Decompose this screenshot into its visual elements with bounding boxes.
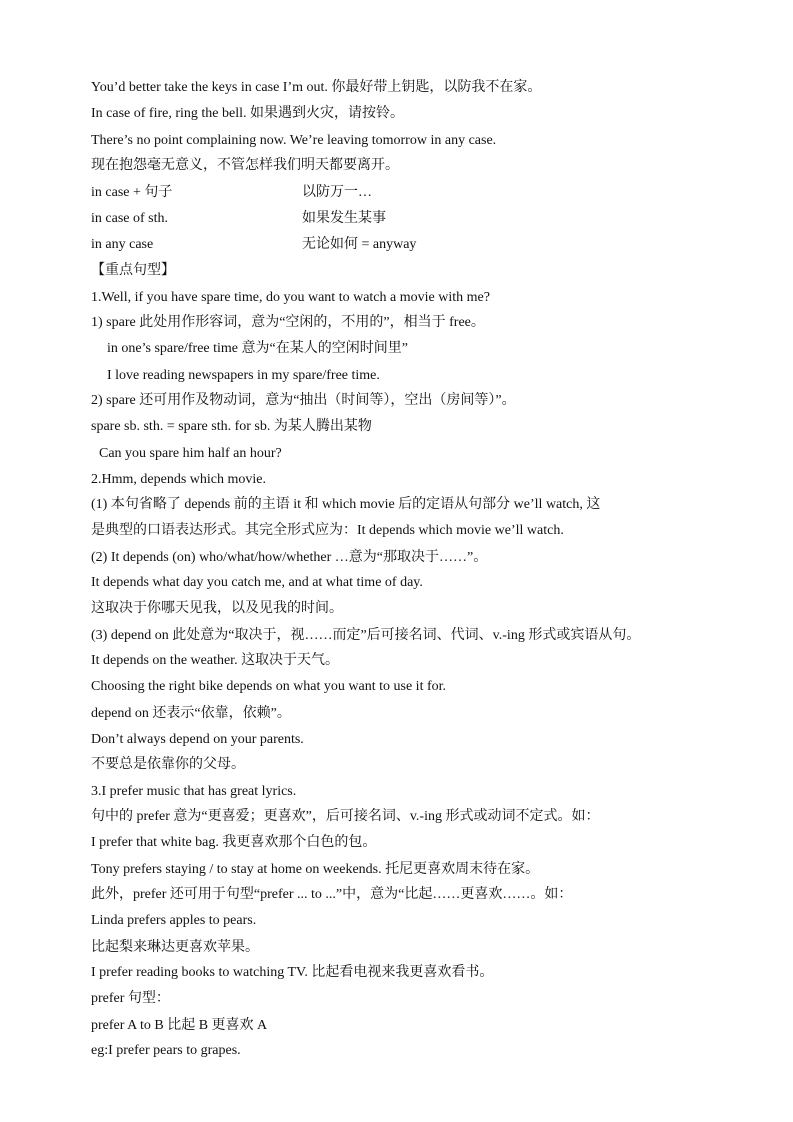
text-line: I prefer that white bag. 我更喜欢那个白色的包。	[91, 835, 377, 850]
text-line: It depends on the weather. 这取决于天气。	[91, 653, 340, 668]
text-line: 不要总是依靠你的父母。	[91, 757, 245, 772]
text-line: 比起梨来琳达更喜欢苹果。	[91, 940, 259, 955]
text-line: (3) depend on 此处意为“取决于，视……而定”后可接名词、代词、v.-ing 形式或宾语从句。	[91, 628, 641, 643]
text-line: 1.Well, if you have spare time, do you want to watch a movie with me?	[91, 290, 490, 305]
phrase-meaning: 如果发生某事	[302, 211, 386, 226]
text-line: 此外，prefer 还可用于句型“prefer ... to ...”中，意为“比起……更喜欢……。如：	[91, 887, 573, 902]
text-line: in one’s spare/free time 意为“在某人的空闲时间里”	[107, 341, 408, 356]
phrase-term: in case of sth.	[91, 211, 168, 226]
text-line: Don’t always depend on your parents.	[91, 732, 304, 747]
text-line: prefer 句型：	[91, 991, 170, 1006]
phrase-term: in case + 句子	[91, 185, 173, 200]
section-heading: 【重点句型】	[91, 263, 175, 278]
text-line: You’d better take the keys in case I’m out. 你最好带上钥匙，以防我不在家。	[91, 80, 542, 95]
text-line: 这取决于你哪天见我，以及见我的时间。	[91, 601, 343, 616]
phrase-term: in any case	[91, 237, 154, 252]
text-line: 2.Hmm, depends which movie.	[91, 472, 266, 487]
text-line: 现在抱怨毫无意义，不管怎样我们明天都要离开。	[91, 158, 399, 173]
text-line: 句中的 prefer 意为“更喜爱；更喜欢”，后可接名词、v.-ing 形式或动词不定式。如：	[91, 809, 600, 824]
text-line: 2) spare 还可用作及物动词，意为“抽出（时间等），空出（房间等）”。	[91, 393, 516, 408]
phrase-row	[91, 236, 417, 254]
text-line: 3.I prefer music that has great lyrics.	[91, 784, 297, 799]
text-line: There’s no point complaining now. We’re leaving tomorrow in any case.	[91, 133, 497, 148]
text-line: spare sb. sth. = spare sth. for sb. 为某人腾出某物	[91, 419, 372, 434]
phrase-row	[91, 184, 372, 202]
text-line: It depends what day you catch me, and at what time of day.	[91, 575, 423, 590]
text-line: Can you spare him half an hour?	[99, 446, 282, 461]
phrase-meaning: 无论如何 = anyway	[302, 237, 417, 252]
text-line: Linda prefers apples to pears.	[91, 913, 257, 928]
text-line: depend on 还表示“依靠，依赖”。	[91, 706, 291, 721]
text-line: prefer A to B 比起 B 更喜欢 A	[91, 1018, 268, 1033]
text-line: (2) It depends (on) who/what/how/whether …意为“那取决于……”。	[91, 550, 488, 565]
text-line: 是典型的口语表达形式。其完全形式应为：It depends which movie we’ll watch.	[91, 523, 564, 538]
text-line: I love reading newspapers in my spare/free time.	[107, 368, 380, 383]
text-line: Choosing the right bike depends on what you want to use it for.	[91, 679, 447, 694]
text-line: 1) spare 此处用作形容词，意为“空闲的，不用的”，相当于 free。	[91, 315, 485, 330]
text-line: Tony prefers staying / to stay at home on weekends. 托尼更喜欢周末待在家。	[91, 862, 540, 877]
text-line: I prefer reading books to watching TV. 比起看电视来我更喜欢看书。	[91, 965, 494, 980]
phrase-row	[91, 210, 386, 228]
phrase-meaning: 以防万一…	[302, 185, 372, 200]
text-line: eg:I prefer pears to grapes.	[91, 1043, 241, 1058]
text-line: (1) 本句省略了 depends 前的主语 it 和 which movie 后的定语从句部分 we’ll watch, 这	[91, 497, 601, 512]
text-line: In case of fire, ring the bell. 如果遇到火灾，请按铃。	[91, 106, 404, 121]
